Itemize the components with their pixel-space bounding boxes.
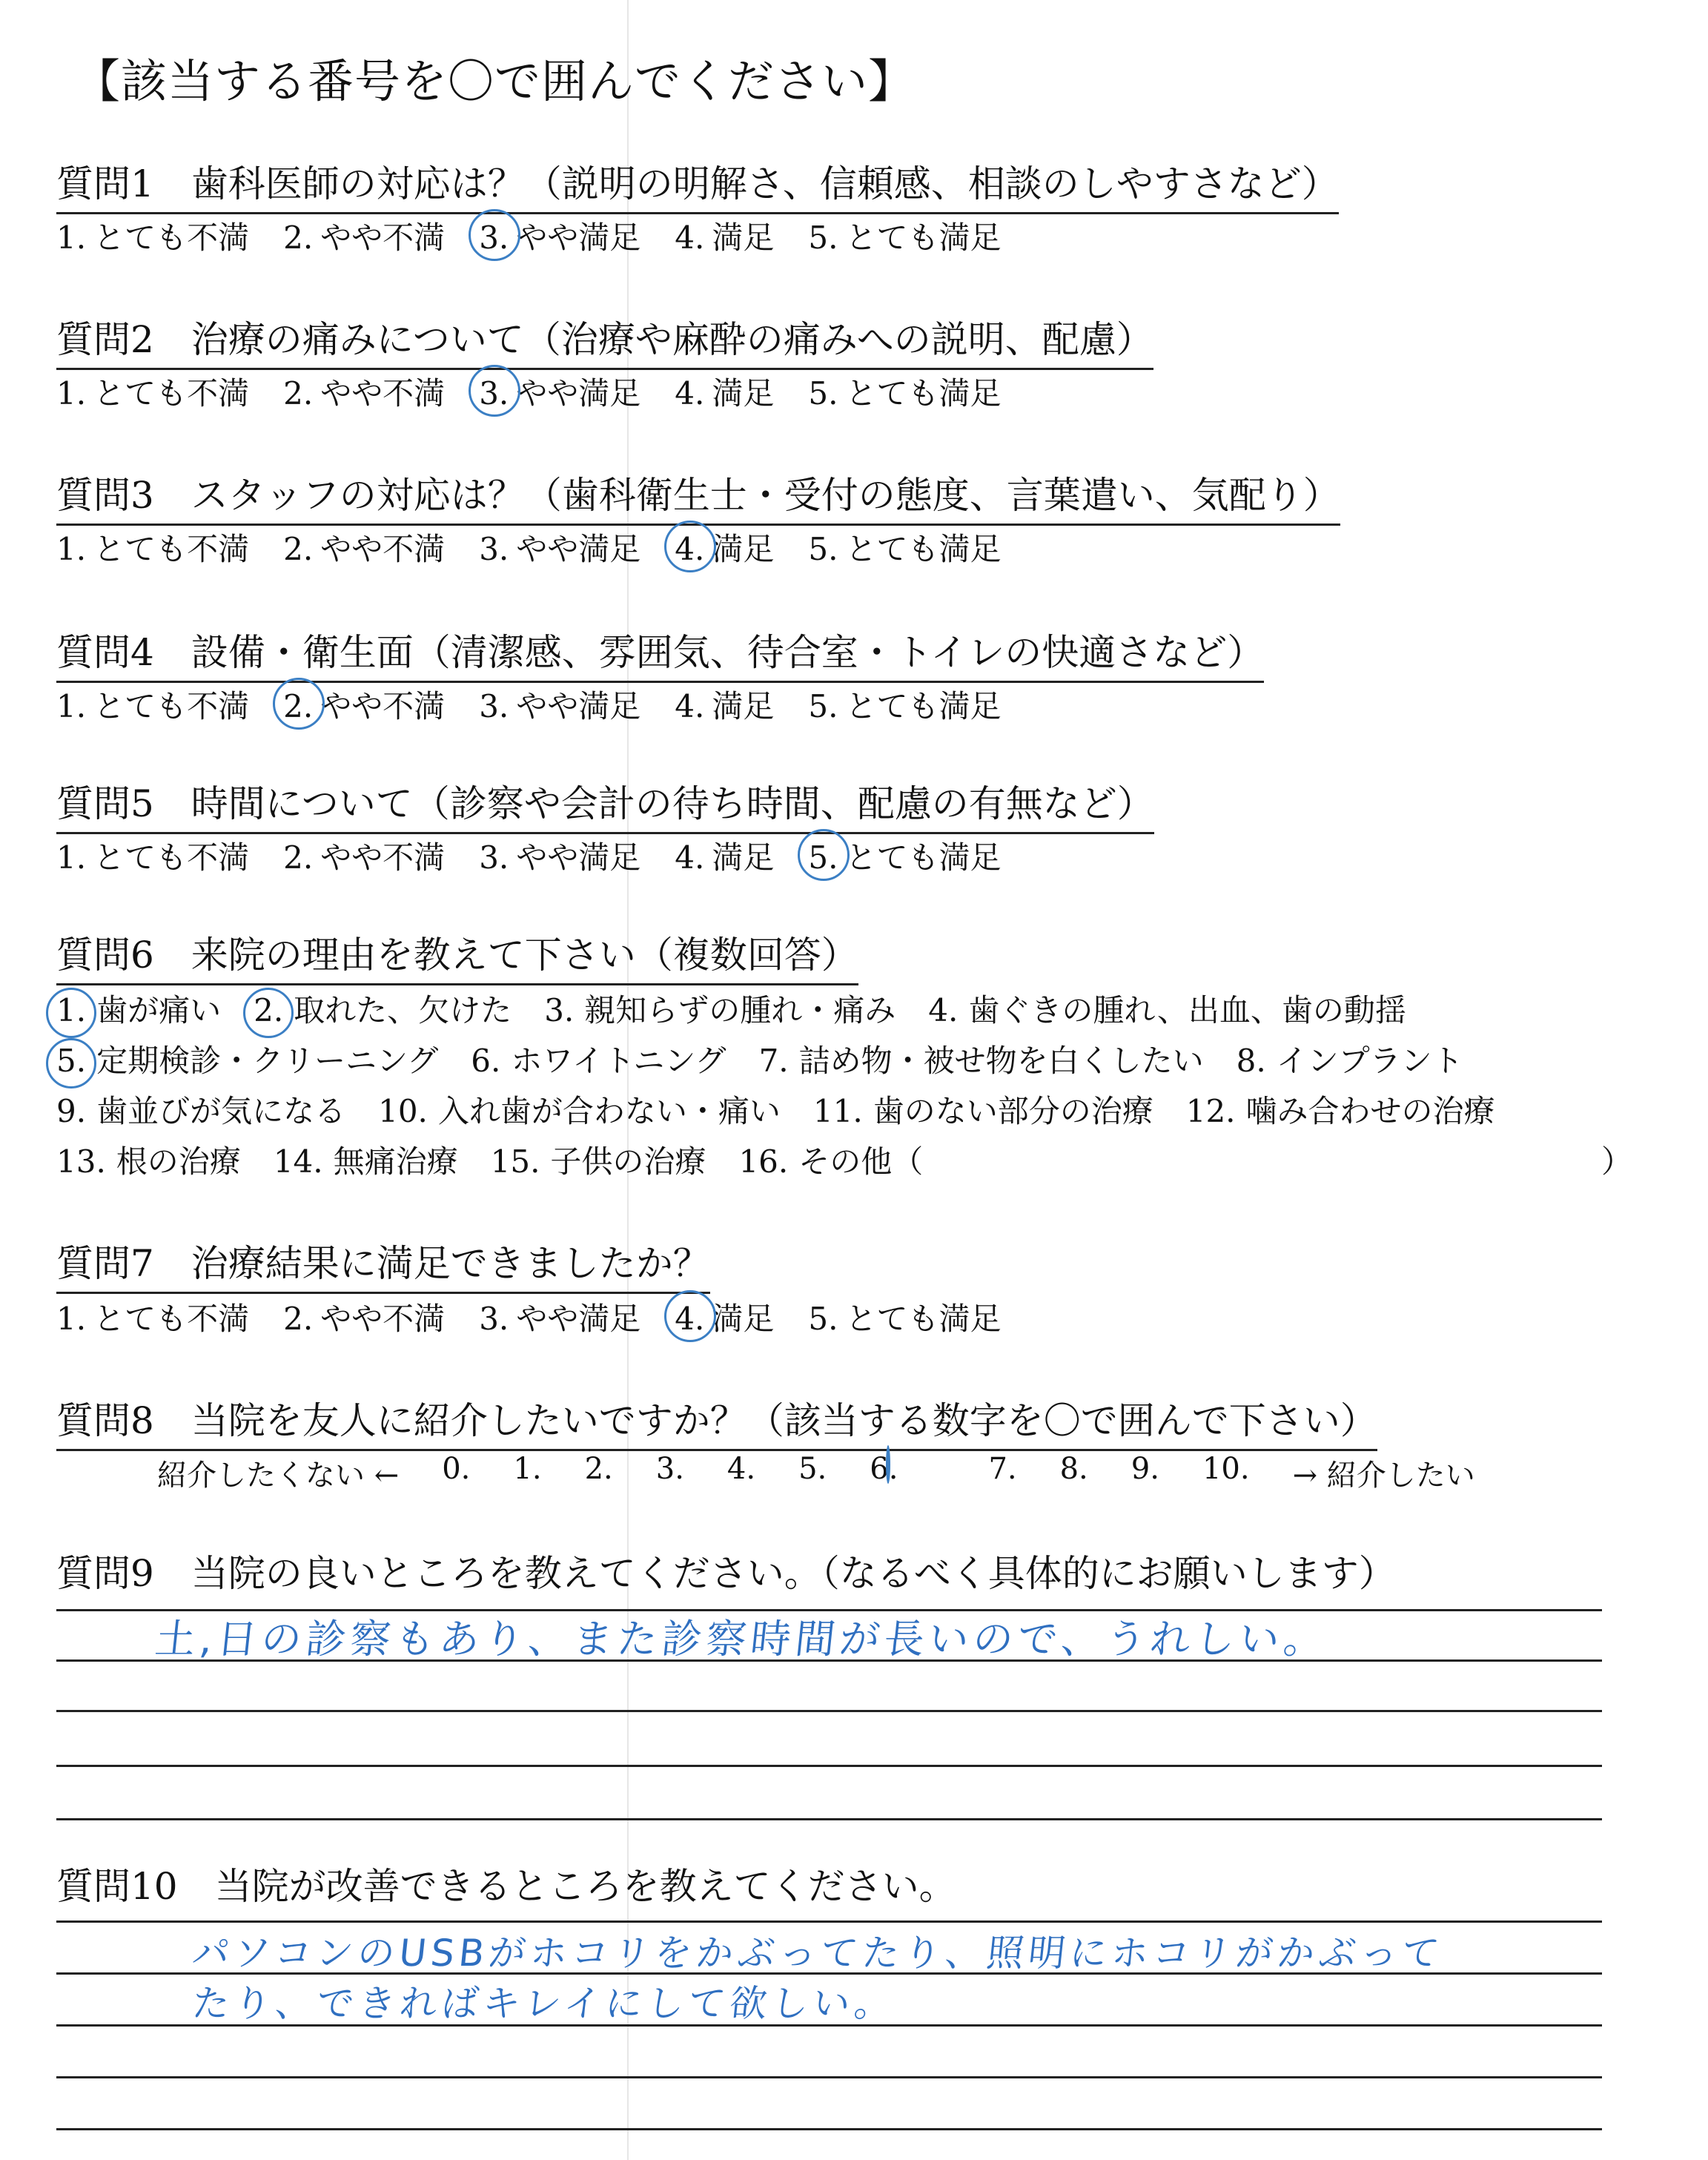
option-label: 満足 [712,1301,775,1337]
option-label: とても満足 [845,688,1002,724]
option-number: 1. [56,688,87,724]
answer-line [56,1818,1602,1820]
q4-options [56,682,1035,727]
option-number: 4. [928,992,959,1028]
answer-option[interactable] [675,525,774,569]
option-label: やや満足 [516,688,641,724]
option-label: 無痛治療 [333,1143,458,1180]
reason-option[interactable] [813,1093,1153,1129]
answer-option[interactable] [56,1295,249,1339]
answer-line [56,1920,1602,1923]
option-label: 満足 [712,531,775,567]
reason-option[interactable] [738,1143,923,1180]
reason-option[interactable] [491,1143,706,1180]
answer-option[interactable] [283,214,445,258]
option-number: 1. [56,1301,87,1337]
q10-handwritten-answer-line-2: たり、できればキレイにして欲しい。 [190,1982,898,2025]
scale-value[interactable]: 7. [988,1452,1017,1486]
hand-drawn-selection-circle [664,521,716,572]
reason-option[interactable] [378,1093,781,1129]
option-number: 3. [479,219,509,256]
option-label: 子供の治療 [550,1143,706,1180]
q3-options [56,525,1035,569]
q9-handwritten-answer: 土,日の診察もあり、また診察時間が長いので、うれしい。 [153,1616,1331,1662]
option-number: 4. [675,1301,705,1337]
option-number: 2. [254,992,284,1028]
answer-option[interactable] [283,369,445,414]
scale-value[interactable]: 6. [870,1452,945,1494]
option-label: とても不満 [93,219,250,256]
option-label: 歯並びが気になる [96,1093,346,1129]
answer-option[interactable] [56,682,249,727]
option-label: やや満足 [516,1301,641,1337]
q9-heading: 質問9 当院の良いところを教えてください。（なるべく具体的にお願いします） [56,1552,1396,1595]
answer-option[interactable] [56,369,249,414]
scale-value[interactable]: 4. [726,1452,756,1486]
answer-option[interactable] [808,1295,1001,1339]
option-label: 噛み合わせの治療 [1245,1093,1495,1129]
option-label: 満足 [712,375,775,412]
answer-option[interactable] [808,525,1001,569]
answer-line [56,1765,1602,1767]
option-number: 2. [283,375,314,412]
option-label: とても満足 [845,531,1002,567]
scale-value[interactable]: 1. [513,1452,542,1486]
option-number: 3. [479,688,509,724]
answer-option[interactable] [479,833,640,878]
reason-option[interactable] [1186,1093,1495,1129]
option-label: やや不満 [320,375,446,412]
option-number: 8. [1236,1043,1266,1079]
reason-option[interactable] [274,1143,458,1180]
option-number: 1. [56,839,87,876]
option-number: 1. [56,531,87,567]
answer-option[interactable] [675,369,774,414]
option-label: やや不満 [320,1301,446,1337]
q7-options [56,1295,1035,1339]
option-label: 歯ぐきの腫れ、出血、歯の動揺 [968,992,1406,1028]
option-number: 15. [490,1143,540,1180]
reason-option[interactable] [254,992,512,1028]
answer-option[interactable] [808,833,1001,878]
option-number: 5. [808,688,838,724]
option-number: 1. [56,992,87,1028]
option-number: 5. [808,375,838,412]
option-number: 2. [283,688,314,724]
q6-line-2 [56,1037,1496,1081]
answer-option[interactable] [479,525,640,569]
option-number: 6. [471,1043,501,1079]
option-label: インプラント [1276,1043,1463,1079]
answer-option[interactable] [56,833,249,878]
reason-option[interactable] [56,992,221,1028]
scale-value[interactable]: 9. [1131,1452,1159,1486]
scale-right-label: → 紹介したい [1292,1459,1475,1493]
reason-option[interactable] [56,1093,345,1129]
option-number: 4. [675,219,705,256]
option-number: 1. [56,375,87,412]
q5-options [56,833,1035,878]
scale-left-label: 紹介したくない ← [157,1459,400,1493]
hand-drawn-selection-circle [469,365,520,417]
hand-drawn-selection-circle [664,1290,716,1342]
answer-line [56,2128,1602,2130]
q10-handwritten-answer-line-1: パソコンのUSBがホコリをかぶってたり、照明にホコリがかぶって [190,1932,1446,1975]
option-label: 満足 [712,219,775,256]
option-number: 11. [812,1093,863,1129]
option-number: 2. [283,219,314,256]
answer-option[interactable] [808,214,1001,258]
option-number: 9. [56,1093,87,1129]
answer-line [56,2076,1602,2078]
option-number: 12. [1185,1093,1236,1129]
option-label: やや満足 [516,839,641,876]
option-label: とても満足 [845,1301,1002,1337]
option-number: 13. [56,1143,106,1180]
option-label: 満足 [712,839,775,876]
scale-value[interactable]: 3. [655,1452,684,1486]
answer-option[interactable] [675,214,774,258]
q6-heading: 質問6 来院の理由を教えて下さい（複数回答） [56,925,858,985]
option-label: 満足 [712,688,775,724]
option-number: 3. [544,992,575,1028]
option-number: 5. [808,839,838,876]
answer-option[interactable] [808,369,1001,414]
option-label: 親知らずの腫れ・痛み [584,992,896,1028]
option-label: ホワイトニング [511,1043,726,1079]
option-label: 歯のない部分の治療 [873,1093,1153,1129]
answer-option[interactable] [479,682,640,727]
option-label: やや不満 [320,688,446,724]
option-label: やや不満 [320,839,446,876]
option-number: 3. [479,531,509,567]
q8-heading: 質問8 当院を友人に紹介したいですか？（該当する数字を〇で囲んで下さい） [56,1391,1377,1451]
scale-value[interactable]: 10. [1202,1452,1250,1486]
option-label: とても満足 [845,839,1002,876]
q6-line-1 [56,986,1439,1031]
option-label: やや不満 [320,531,446,567]
option-label: 入れ歯が合わない・痛い [437,1093,781,1129]
answer-option[interactable] [675,682,774,727]
option-number: 4. [675,531,705,567]
reason-option[interactable] [928,992,1406,1028]
option-number: 16. [738,1143,789,1180]
scale-value[interactable]: 5. [798,1452,827,1486]
answer-option[interactable] [479,1295,640,1339]
scale-value[interactable]: 8. [1059,1452,1088,1486]
hand-drawn-selection-circle [469,209,520,261]
option-label: 詰め物・被せ物を白くしたい [798,1043,1204,1079]
option-label: とても不満 [93,531,250,567]
q10-heading: 質問10 当院が改善できるところを教えてください。 [56,1865,956,1908]
reason-option[interactable] [759,1043,1204,1079]
option-label: やや満足 [516,219,641,256]
option-number: 4. [675,375,705,412]
answer-option[interactable] [283,682,445,727]
reason-option[interactable] [56,1043,438,1079]
hand-drawn-selection-circle [798,829,850,881]
option-number: 4. [675,688,705,724]
answer-option[interactable] [283,525,445,569]
option-number: 3. [479,375,509,412]
scale-value[interactable]: 2. [584,1452,613,1486]
answer-option[interactable] [479,369,640,414]
answer-option[interactable] [56,214,249,258]
option-label: とても不満 [93,375,250,412]
option-number: 10. [378,1093,428,1129]
option-label: とても不満 [93,839,250,876]
option-label: とても満足 [845,375,1002,412]
option-label: 歯が痛い [96,992,222,1028]
reason-option[interactable] [1237,1043,1463,1079]
option-label: とても不満 [93,1301,250,1337]
q6-line-3 [56,1087,1528,1132]
reason-option[interactable] [56,1143,241,1180]
option-number: 4. [675,839,705,876]
hand-drawn-selection-circle [46,988,96,1038]
option-label: 根の治療 [116,1143,241,1180]
q8-scale [157,1452,1518,1494]
reason-option[interactable] [471,1043,726,1079]
option-number: 5. [808,531,838,567]
q1-options [56,214,1035,258]
option-number: 3. [479,1301,509,1337]
option-label: とても不満 [93,688,250,724]
scale-value[interactable]: 0. [442,1452,471,1486]
q6-other-close-paren: ） [1601,1143,1633,1180]
hand-drawn-selection-circle [46,1038,96,1089]
option-number: 2. [283,1301,314,1337]
q5-heading: 質問5 時間について（診察や会計の待ち時間、配慮の有無など） [56,774,1154,834]
option-label: 取れた、欠けた [294,992,512,1028]
option-number: 5. [808,1301,838,1337]
option-label: 定期検診・クリーニング [96,1043,439,1079]
option-number: 5. [56,1043,87,1079]
answer-option[interactable] [675,1295,774,1339]
answer-option[interactable] [283,1295,445,1339]
answer-option[interactable] [56,525,249,569]
option-label: やや満足 [516,531,641,567]
hand-drawn-selection-circle [243,988,294,1038]
answer-option[interactable] [283,833,445,878]
option-number: 3. [479,839,509,876]
answer-option[interactable] [479,214,640,258]
option-label: やや満足 [516,375,641,412]
q4-heading: 質問4 設備・衛生面（清潔感、雰囲気、待合室・トイレの快適さなど） [56,623,1264,683]
answer-option[interactable] [675,833,774,878]
q6-line-4 [56,1137,956,1182]
answer-option[interactable] [808,682,1001,727]
q2-options [56,369,1035,414]
option-label: やや不満 [320,219,446,256]
q7-heading: 質問7 治療結果に満足できましたか？ [56,1234,710,1294]
option-label: その他（ [798,1143,924,1180]
answer-line [56,1710,1602,1712]
q3-heading: 質問3 スタッフの対応は？（歯科衛生士・受付の態度、言葉遣い、気配り） [56,466,1340,526]
option-number: 7. [758,1043,789,1079]
q2-heading: 質問2 治療の痛みについて（治療や麻酔の痛みへの説明、配慮） [56,310,1153,370]
reason-option[interactable] [544,992,896,1028]
option-number: 2. [283,531,314,567]
q1-heading: 質問1 歯科医師の対応は？（説明の明解さ、信頼感、相談のしやすさなど） [56,154,1339,214]
hand-drawn-selection-circle [273,678,325,730]
page-title: 【該当する番号を〇で囲んでください】 [74,54,916,108]
option-label: とても満足 [845,219,1002,256]
option-number: 2. [283,839,314,876]
option-number: 14. [273,1143,323,1180]
option-number: 5. [808,219,838,256]
option-number: 1. [56,219,87,256]
